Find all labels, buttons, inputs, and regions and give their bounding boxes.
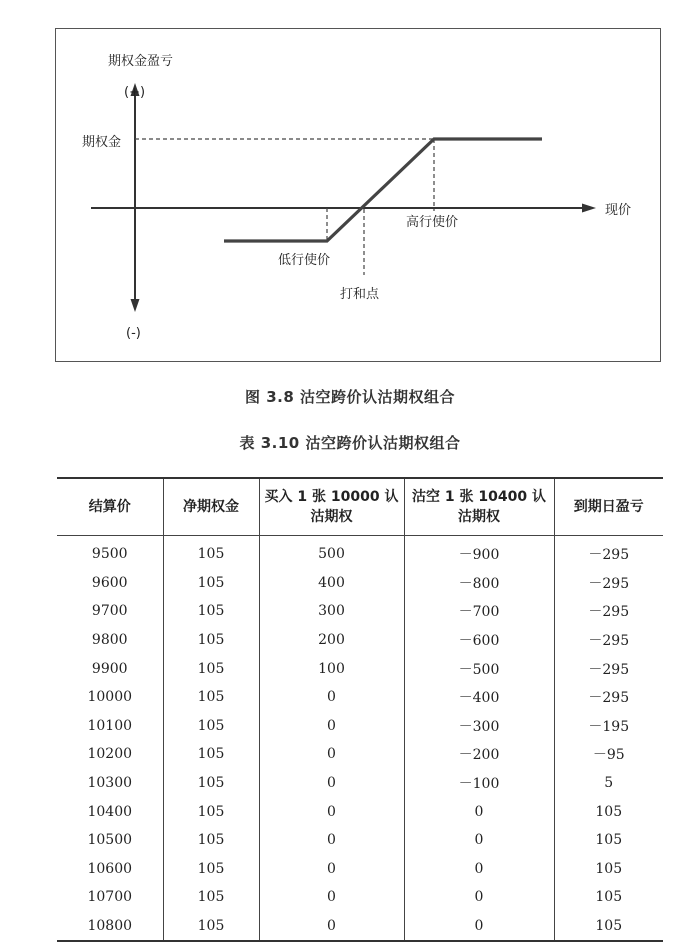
- cell-long-put: 0: [259, 769, 404, 798]
- cell-short-put: －300: [404, 712, 554, 741]
- table-row: [57, 597, 663, 626]
- cell-settle-price: 10100: [57, 712, 163, 741]
- breakeven-label: 打和点: [340, 287, 380, 302]
- cell-settle-price: 10700: [57, 883, 163, 912]
- cell-expiry-pnl: －95: [592, 747, 625, 764]
- cell-expiry-pnl: 105: [595, 889, 623, 906]
- y-axis-arrow-down: [131, 299, 140, 312]
- premium-label: 期权金: [82, 135, 122, 150]
- cell-expiry-pnl: 105: [595, 832, 623, 849]
- cell-short-put: －900: [404, 536, 554, 569]
- cell-settle-price: 9600: [57, 569, 163, 598]
- cell-expiry-pnl: 105: [595, 918, 623, 935]
- cell-short-put: 0: [404, 883, 554, 912]
- header-net-premium: 净期权金: [163, 478, 259, 536]
- payoff-diagram: [56, 29, 662, 363]
- cell-net-premium: 105: [163, 740, 259, 769]
- cell-net-premium: 105: [163, 683, 259, 712]
- cell-short-put: 0: [404, 912, 554, 942]
- cell-settle-price: 9900: [57, 654, 163, 683]
- table-row: [57, 769, 663, 798]
- cell-settle-price: 9500: [57, 536, 163, 569]
- x-axis-arrow: [582, 204, 596, 213]
- cell-long-put: 0: [259, 683, 404, 712]
- cell-short-put: －700: [404, 597, 554, 626]
- cell-short-put: 0: [404, 797, 554, 826]
- table-row: [57, 536, 663, 569]
- cell-short-put: －400: [404, 683, 554, 712]
- payoff-line: [224, 139, 542, 241]
- header-expiry-pnl: 到期日盈亏: [554, 478, 663, 536]
- cell-long-put: 0: [259, 740, 404, 769]
- table-row: [57, 797, 663, 826]
- figure-caption: 图 3.8 沽空跨价认沽期权组合: [244, 388, 456, 406]
- table-caption: 表 3.10 沽空跨价认沽期权组合: [239, 434, 461, 452]
- table-row: [57, 740, 663, 769]
- cell-net-premium: 105: [163, 626, 259, 655]
- cell-net-premium: 105: [163, 912, 259, 942]
- cell-short-put: －800: [404, 569, 554, 598]
- y-minus-label: (-): [126, 326, 141, 341]
- table-row: [57, 654, 663, 683]
- cell-long-put: 500: [259, 536, 404, 569]
- cell-long-put: 300: [259, 597, 404, 626]
- cell-short-put: 0: [404, 826, 554, 855]
- cell-long-put: 400: [259, 569, 404, 598]
- cell-expiry-pnl: 105: [595, 860, 623, 877]
- cell-net-premium: 105: [163, 797, 259, 826]
- table-row: [57, 569, 663, 598]
- cell-settle-price: 9700: [57, 597, 163, 626]
- x-axis-label: 现价: [605, 203, 632, 218]
- table-row: [57, 855, 663, 884]
- cell-long-put: 0: [259, 883, 404, 912]
- cell-settle-price: 10500: [57, 826, 163, 855]
- cell-expiry-pnl: －295: [588, 547, 630, 564]
- cell-short-put: －500: [404, 654, 554, 683]
- cell-expiry-pnl: －295: [588, 661, 630, 678]
- table-row: [57, 626, 663, 655]
- cell-net-premium: 105: [163, 597, 259, 626]
- cell-settle-price: 10400: [57, 797, 163, 826]
- pnl-table: [57, 477, 663, 942]
- cell-short-put: －200: [404, 740, 554, 769]
- payoff-figure: [55, 28, 661, 362]
- table-header-row: [57, 478, 663, 536]
- cell-expiry-pnl: －295: [588, 604, 630, 621]
- table-row: [57, 826, 663, 855]
- cell-expiry-pnl: －295: [588, 690, 630, 707]
- cell-long-put: 0: [259, 855, 404, 884]
- cell-long-put: 0: [259, 826, 404, 855]
- cell-expiry-pnl: －295: [588, 633, 630, 650]
- cell-settle-price: 10300: [57, 769, 163, 798]
- cell-expiry-pnl: －195: [588, 718, 630, 735]
- cell-short-put: 0: [404, 855, 554, 884]
- cell-settle-price: 10200: [57, 740, 163, 769]
- cell-net-premium: 105: [163, 855, 259, 884]
- cell-net-premium: 105: [163, 654, 259, 683]
- cell-net-premium: 105: [163, 536, 259, 569]
- cell-long-put: 0: [259, 712, 404, 741]
- cell-short-put: －600: [404, 626, 554, 655]
- cell-settle-price: 9800: [57, 626, 163, 655]
- high-strike-label: 高行使价: [406, 215, 459, 230]
- header-short-put: 沽空 1 张 10400 认沽期权: [404, 478, 554, 536]
- cell-short-put: －100: [404, 769, 554, 798]
- table-row: [57, 912, 663, 942]
- cell-long-put: 200: [259, 626, 404, 655]
- cell-net-premium: 105: [163, 569, 259, 598]
- table-row: [57, 883, 663, 912]
- y-plus-label: (+): [124, 85, 146, 100]
- header-long-put: 买入 1 张 10000 认沽期权: [259, 478, 404, 536]
- cell-settle-price: 10600: [57, 855, 163, 884]
- cell-net-premium: 105: [163, 769, 259, 798]
- cell-long-put: 0: [259, 912, 404, 942]
- cell-expiry-pnl: 105: [595, 803, 623, 820]
- cell-net-premium: 105: [163, 826, 259, 855]
- cell-settle-price: 10000: [57, 683, 163, 712]
- cell-net-premium: 105: [163, 712, 259, 741]
- cell-settle-price: 10800: [57, 912, 163, 942]
- low-strike-label: 低行使价: [278, 253, 331, 268]
- table-row: [57, 683, 663, 712]
- cell-long-put: 100: [259, 654, 404, 683]
- header-settle-price: 结算价: [57, 478, 163, 536]
- cell-long-put: 0: [259, 797, 404, 826]
- cell-net-premium: 105: [163, 883, 259, 912]
- cell-expiry-pnl: 5: [604, 775, 614, 792]
- cell-expiry-pnl: －295: [588, 575, 630, 592]
- y-axis-label: 期权金盈亏: [108, 54, 174, 69]
- table-row: [57, 712, 663, 741]
